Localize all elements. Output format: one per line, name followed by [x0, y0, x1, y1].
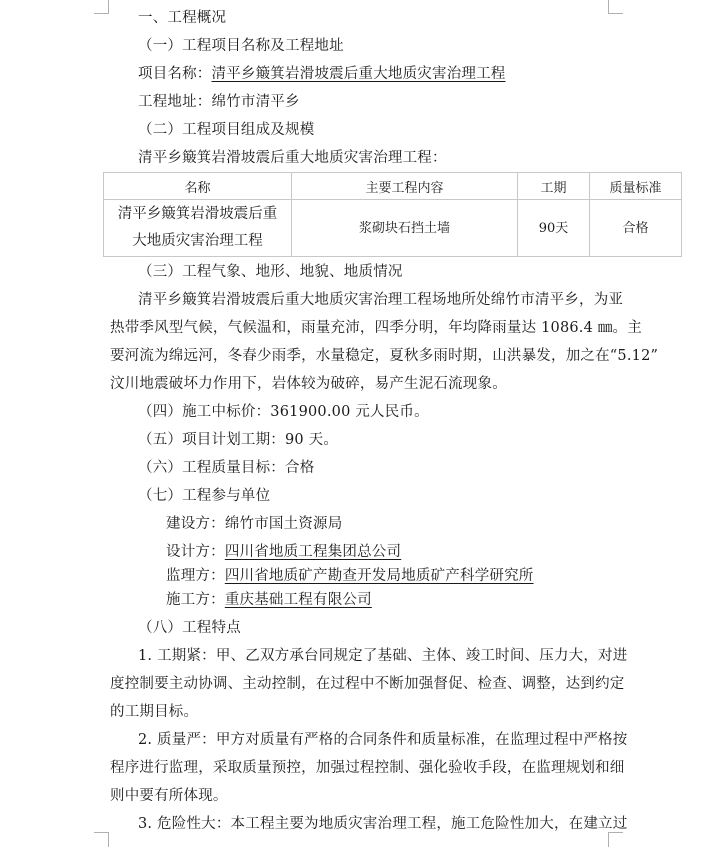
section-3-heading: （三）工程气象、地形、地貌、地质情况 [138, 264, 403, 280]
table-header-quality: 质量标准 [590, 173, 682, 200]
contractor-label: 施工方： [166, 592, 225, 608]
page-corner-mark [608, 832, 623, 847]
section-3-paragraph-line: 要河流为绵远河，冬春少雨季，水量稳定，夏秋多雨时期，山洪暴发，加之在“5.12” [110, 348, 659, 364]
section-3-paragraph-line: 清平乡簸箕岩滑坡震后重大地质灾害治理工程场地所处绵竹市清平乡，为亚 [138, 292, 624, 308]
supervisor-line [166, 566, 534, 586]
section-4-bid-price: （四）施工中标价：361900.00 元人民币。 [138, 404, 429, 420]
contractor-value: 重庆基础工程有限公司 [224, 592, 372, 608]
feature-1-line: 的工期目标。 [110, 704, 199, 720]
section-5-duration: （五）项目计划工期：90 天。 [138, 432, 339, 448]
page-corner-mark [608, 0, 623, 14]
overview-heading: 一、工程概况 [138, 10, 227, 26]
table-header-duration: 工期 [518, 173, 590, 200]
works-table [103, 172, 682, 257]
section-8-heading: （八）工程特点 [138, 620, 241, 636]
builder-line [166, 514, 342, 534]
feature-1-line: 1. 工期紧：甲、乙双方承台同规定了基础、主体、竣工时间、压力大，对进 [138, 648, 628, 664]
name-line-1: 清平乡簸箕岩滑坡震后重 [117, 206, 278, 222]
designer-label: 设计方： [166, 544, 225, 560]
designer-line [166, 542, 401, 562]
builder-value: 绵竹市国土资源局 [224, 516, 343, 532]
table-row [104, 200, 682, 257]
section-2-heading: （二）工程项目组成及规模 [138, 122, 315, 138]
page-corner-mark [94, 832, 109, 847]
section-7-heading: （七）工程参与单位 [138, 488, 271, 504]
project-name-label: 项目名称： [138, 66, 212, 82]
table-header-content: 主要工程内容 [292, 173, 518, 200]
table-cell-content: 浆砌块石挡土墙 [292, 200, 518, 257]
table-header-name: 名称 [104, 173, 292, 200]
feature-2-line: 2. 质量严：甲方对质量有严格的合同条件和质量标准，在监理过程中严格按 [138, 732, 628, 748]
table-cell-name [104, 200, 292, 257]
feature-2-line: 程序进行监理，采取质量预控，加强过程控制、强化验收手段，在监理规划和细 [110, 760, 625, 776]
feature-3-line: 3. 危险性大：本工程主要为地质灾害治理工程，施工危险性加大，在建立过 [138, 816, 628, 832]
feature-1-line: 度控制要主动协调、主动控制，在过程中不断加强督促、检查、调整，达到约定 [110, 676, 625, 692]
name-line-2: 大地质灾害治理工程 [132, 233, 263, 249]
section-3-paragraph-line: 汶川地震破坏力作用下，岩体较为破碎，易产生泥石流现象。 [110, 376, 507, 392]
address-line [138, 92, 300, 112]
table-cell-quality: 合格 [590, 200, 682, 257]
designer-value: 四川省地质工程集团总公司 [224, 544, 402, 560]
address-label: 工程地址： [138, 94, 212, 110]
page-corner-mark [94, 0, 109, 14]
address-value: 绵竹市清平乡 [211, 94, 300, 110]
feature-2-line: 则中要有所体现。 [110, 788, 228, 804]
project-name-line [138, 64, 506, 84]
builder-label: 建设方： [166, 516, 225, 532]
table-cell-duration: 90天 [518, 200, 590, 257]
section-2-intro: 清平乡簸箕岩滑坡震后重大地质灾害治理工程： [138, 150, 447, 166]
section-1-heading: （一）工程项目名称及工程地址 [138, 38, 344, 54]
contractor-line [166, 590, 372, 610]
section-6-quality: （六）工程质量目标：合格 [138, 460, 315, 476]
project-name: 清平乡簸箕岩滑坡震后重大地质灾害治理工程 [211, 66, 506, 82]
supervisor-value: 四川省地质矿产勘查开发局地质矿产科学研究所 [224, 568, 534, 584]
table-header-row [104, 173, 682, 200]
supervisor-label: 监理方： [166, 568, 225, 584]
section-3-paragraph-line: 热带季风型气候，气候温和，雨量充沛，四季分明，年均降雨量达 1086.4 ㎜。主 [110, 320, 642, 336]
